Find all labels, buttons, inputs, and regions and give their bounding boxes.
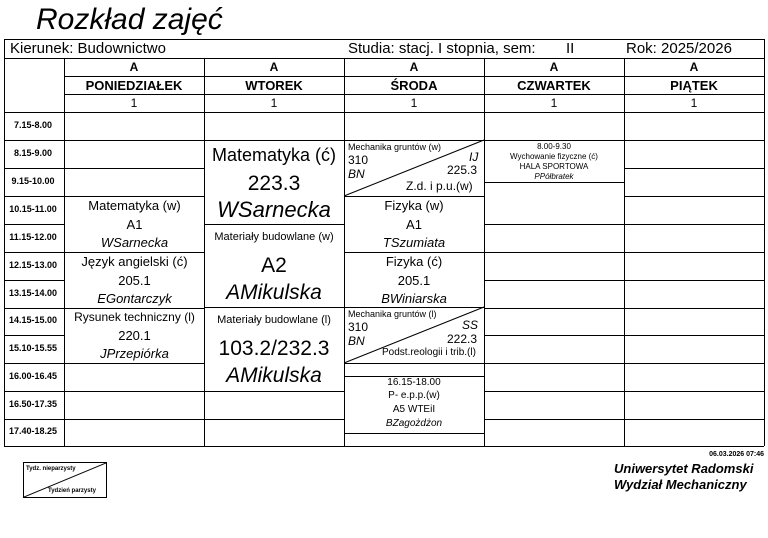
monday-english-room: 205.1 [118,273,151,288]
monday-row-line [64,140,204,141]
wed-reologia-teacher: BN [348,334,365,348]
wed-zd-subject: Z.d. i p.u.(w) [406,179,473,193]
time-row-line [4,168,64,169]
friday-row-line [624,168,764,169]
time-row-line [4,363,64,364]
monday-row-line [64,419,204,420]
tuesday-math-room: 223.3 [247,172,301,195]
thursday-row-line [484,280,624,281]
tuesday-materials-l-room: 103.2/232.3 [218,337,330,360]
day-name-label: WTOREK [245,78,303,93]
day-group-label: A [549,60,559,74]
monday-math-teacher: WSarnecka [100,235,169,250]
num-row-separator [4,112,764,113]
dayname-row-separator [64,94,764,95]
wednesday-row-line [344,433,484,434]
wed-fizyka-c-room: 205.1 [397,273,431,288]
wed-mech-w-room: 310 [348,153,369,167]
time-row-line [4,391,64,392]
tuesday-row-line [204,419,344,420]
monday-row-line [64,391,204,392]
monday-math-room: A1 [126,217,143,232]
kierunek-label: Kierunek: Budownictwo [10,40,166,57]
monday-row-line [64,363,204,364]
legend-even-week: Tydzień parzysty [48,488,96,494]
time-row-line [4,335,64,336]
time-slot-label: 7.15-8.00 [13,120,53,130]
monday-drawing-teacher: JPrzepiórka [100,346,169,361]
day-group-label: A [689,60,699,74]
wed-fizyka-w-subject: Fizyka (w) [384,198,444,213]
thu-pe-teacher: PPółbratek [534,172,574,181]
friday-row-line [624,391,764,392]
thu-pe-subject: Wychowanie fizyczne (ć) [510,152,598,161]
studia-label: Studia: stacj. I stopnia, sem: [348,40,536,57]
friday-row-line [624,308,764,309]
wed-fizyka-c-subject: Fizyka (ć) [385,254,443,269]
thursday-row-line [484,252,624,253]
wednesday-row-line [344,196,484,197]
day-number-label: 1 [690,96,698,110]
legend-odd-week: Tydz. nieparzysty [26,466,76,472]
monday-drawing-room: 220.1 [118,328,151,343]
wed-split2-diagonal [344,307,484,363]
wed-fizyka-w-teacher: TSzumiata [382,235,446,250]
header-separator [4,58,764,59]
friday-row-line [624,280,764,281]
wed-split1-diagonal [344,140,484,196]
wed-late-room: A5 WTEiI [392,404,436,415]
semester-value: II [566,40,575,57]
time-slot-label: 13.15-14.00 [8,288,58,298]
time-slot-label: 8.15-9.00 [13,148,53,158]
friday-row-line [624,252,764,253]
tuesday-row-line [204,307,344,308]
wed-zd-room: 225.3 [447,163,478,177]
time-row-line [4,308,64,309]
time-row-line [4,419,64,420]
tuesday-row-line [204,140,344,141]
tuesday-materials-l-subject: Materiały budowlane (l) [217,314,331,326]
faculty-name: Wydział Mechaniczny [614,477,747,492]
wed-mech-l-teacher: SS [462,318,479,332]
table-left-border [4,39,5,446]
university-name: Uniwersytet Radomski [614,461,754,476]
friday-row-line [624,363,764,364]
thursday-row-line [484,308,624,309]
day-name-label: ŚRODA [390,78,438,93]
day-name-label: PONIEDZIAŁEK [85,78,183,93]
monday-row-line [64,196,204,197]
monday-english-teacher: EGontarczyk [97,291,172,306]
column-separator [204,58,205,447]
monday-math-subject: Matematyka (w) [88,198,181,213]
day-group-label: A [269,60,279,74]
time-row-line [4,280,64,281]
time-slot-label: 9.15-10.00 [11,176,55,186]
tuesday-math-teacher: WSarnecka [217,197,331,222]
wed-zd-teacher: BN [348,167,365,181]
thursday-row-line [484,182,624,183]
thu-pe-room: HALA SPORTOWA [519,162,589,171]
time-slot-label: 15.10-15.55 [8,343,58,353]
thursday-row-line [484,391,624,392]
time-row-line [4,196,64,197]
thu-pe-time: 8.00-9.30 [537,142,571,151]
tuesday-materials-w-room: A2 [261,254,287,277]
wed-mech-w-teacher: IJ [469,150,479,164]
tuesday-row-line [204,224,344,225]
time-row-line [4,252,64,253]
thursday-row-line [484,335,624,336]
wed-fizyka-w-room: A1 [406,217,422,232]
monday-row-line [64,308,204,309]
time-slot-label: 17.40-18.25 [8,426,58,436]
time-slot-label: 10.15-11.00 [9,204,57,214]
wed-reologia-subject: Podst.reologii i trib.(l) [382,347,476,358]
tuesday-materials-w-teacher: AMikulska [226,281,322,304]
time-slot-label: 14.15-15.00 [8,315,58,325]
friday-row-line [624,335,764,336]
friday-row-line [624,196,764,197]
day-name-label: CZWARTEK [517,78,591,93]
wednesday-row-line [344,363,484,364]
week-legend-box [23,462,107,498]
day-name-label: PIĄTEK [670,78,718,93]
day-group-label: A [409,60,419,74]
tuesday-math-subject: Matematyka (ć) [211,145,337,165]
wed-mech-l-subject: Mechanika gruntów (l) [348,309,437,319]
friday-row-line [624,419,764,420]
tuesday-materials-l-teacher: AMikulska [226,364,322,387]
rok-label: Rok: 2025/2026 [626,40,732,57]
wed-late-teacher: BZagożdżon [385,418,443,429]
thursday-row-line [484,363,624,364]
wed-mech-l-room: 310 [348,320,369,334]
thursday-row-line [484,140,624,141]
table-right-border [764,39,765,446]
generated-timestamp: 06.03.2026 07:46 [709,451,764,458]
time-row-line [4,224,64,225]
monday-row-line [64,168,204,169]
wednesday-row-line [344,252,484,253]
time-slot-label: 11.15-12.00 [9,232,57,242]
wed-late-time: 16.15-18.00 [387,377,441,388]
time-slot-label: 16.00-16.45 [8,371,58,381]
tuesday-materials-w-subject: Materiały budowlane (w) [214,231,334,243]
thursday-row-line [484,419,624,420]
wed-late-subject: P- e.p.p.(w) [388,390,440,401]
friday-row-line [624,224,764,225]
thursday-row-line [484,224,624,225]
group-row-separator [64,76,764,77]
day-number-label: 1 [270,96,278,110]
day-number-label: 1 [410,96,418,110]
day-number-label: 1 [550,96,558,110]
friday-row-line [624,140,764,141]
monday-english-subject: Język angielski (ć) [81,254,188,269]
wed-reologia-room: 222.3 [447,332,478,346]
time-slot-label: 12.15-13.00 [8,260,58,270]
day-number-label: 1 [130,96,138,110]
wed-fizyka-c-teacher: BWiniarska [381,291,447,306]
day-group-label: A [129,60,139,74]
time-row-line [4,140,64,141]
monday-drawing-subject: Rysunek techniczny (l) [74,310,195,324]
table-bottom-border [4,446,764,447]
time-slot-label: 16.50-17.35 [8,399,58,409]
page-title: Rozkład zajęć [36,3,223,36]
wed-mech-w-subject: Mechanika gruntów (w) [348,142,442,152]
tuesday-row-line [204,391,344,392]
monday-row-line [64,252,204,253]
